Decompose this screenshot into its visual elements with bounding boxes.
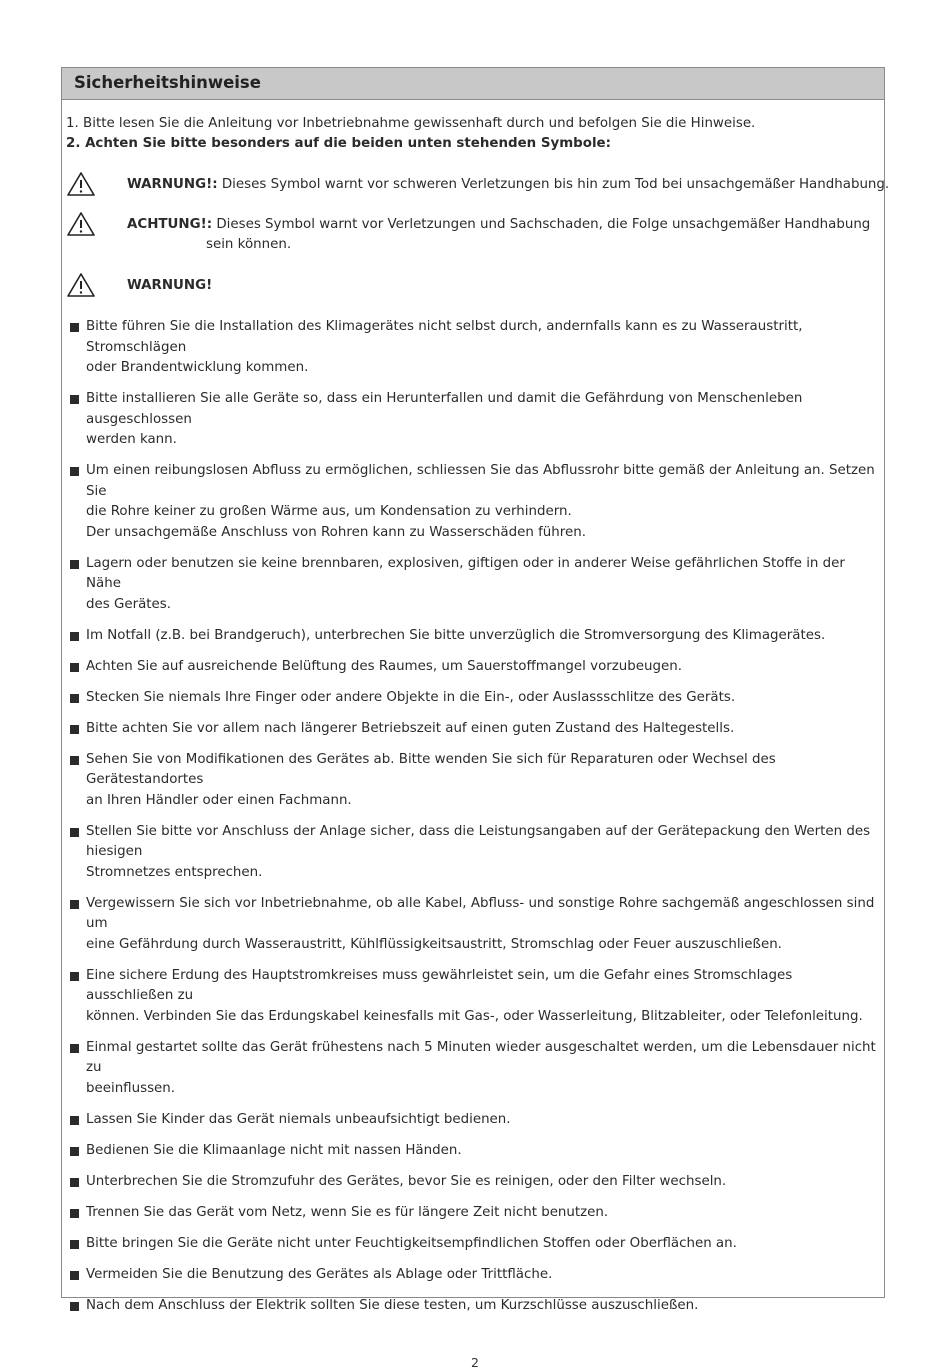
list-item-text: Lagern oder benutzen sie keine brennbaren, explosiven, giftigen oder in anderer Weise gefährlichen Stoffe in der Nähe [86, 555, 845, 591]
warning-heading: WARNUNG! [127, 278, 213, 293]
list-item-text: Der unsachgemäße Anschluss von Rohren kann zu Wasserschäden führen. [86, 524, 586, 540]
square-bullet-icon [70, 725, 79, 734]
square-bullet-icon [70, 323, 79, 332]
list-item-text: Trennen Sie das Gerät vom Netz, wenn Sie es für längere Zeit nicht benutzen. [86, 1204, 609, 1220]
list-item [70, 317, 882, 379]
list-item-text: Um einen reibungslosen Abfluss zu ermöglichen, schliessen Sie das Abflussrohr bitte gemäß der Anleitung an. Setzen Sie [86, 463, 875, 499]
square-bullet-icon [70, 1240, 79, 1249]
square-bullet-icon [70, 828, 79, 837]
intro-text [66, 114, 755, 154]
symbol-description: Dieses Symbol warnt vor Verletzungen und Sachschaden, die Folge unsachgemäßer Handhabung [212, 217, 871, 232]
list-item [70, 822, 882, 884]
list-item-text: oder Brandentwicklung kommen. [86, 360, 309, 375]
list-item-text: beeinflussen. [86, 1080, 176, 1096]
warning-triangle-icon [66, 171, 96, 197]
square-bullet-icon [70, 972, 79, 981]
list-item-text: Lassen Sie Kinder das Gerät niemals unbeaufsichtigt bedienen. [86, 1111, 511, 1127]
list-item [70, 719, 882, 740]
square-bullet-icon [70, 900, 79, 909]
list-item-text: Vergewissern Sie sich vor Inbetriebnahme, ob alle Kabel, Abfluss- und sonstige Rohre sachgemäß angeschlossen sind um [86, 895, 875, 931]
safety-notice-box [61, 67, 890, 1313]
square-bullet-icon [70, 663, 79, 672]
square-bullet-icon [70, 1209, 79, 1218]
list-item [70, 966, 882, 1028]
symbol-description: Dieses Symbol warnt vor schweren Verletzungen bis hin zum Tod bei unsachgemäßer Handhabung. [217, 177, 890, 192]
list-item [70, 688, 882, 709]
list-item-text: Stellen Sie bitte vor Anschluss der Anlage sicher, dass die Leistungsangaben auf der Gerätepackung den Werten des hiesigen [86, 823, 871, 859]
list-item-text: können. Verbinden Sie das Erdungskabel keinesfalls mit Gas-, oder Wasserleitung, Blitzableiter, oder Telefonleitung. [86, 1008, 863, 1024]
square-bullet-icon [70, 1302, 79, 1311]
warning-triangle-icon [66, 272, 96, 298]
square-bullet-icon [70, 1178, 79, 1187]
list-item-text: Bedienen Sie die Klimaanlage nicht mit nassen Händen. [86, 1142, 462, 1158]
list-item-text: Bitte bringen Sie die Geräte nicht unter Feuchtigkeitsempfindlichen Stoffen oder Oberflächen an. [86, 1235, 737, 1251]
list-item [70, 389, 882, 451]
square-bullet-icon [70, 1271, 79, 1280]
square-bullet-icon [70, 560, 79, 569]
warning-triangle-icon [66, 211, 96, 237]
intro-line-1: 1. Bitte lesen Sie die Anleitung vor Inbetriebnahme gewissenhaft durch und befolgen Sie die Hinweise. [66, 116, 756, 131]
square-bullet-icon [70, 467, 79, 476]
symbol-label: WARNUNG!: [127, 177, 218, 192]
square-bullet-icon [70, 756, 79, 765]
section-title: Sicherheitshinweise [62, 68, 884, 100]
list-item [70, 1296, 882, 1317]
list-item [70, 1203, 882, 1224]
symbol-description-continuation: sein können. [206, 237, 292, 252]
list-item-text: Vermeiden Sie die Benutzung des Gerätes als Ablage oder Trittfläche. [86, 1266, 553, 1282]
square-bullet-icon [70, 1116, 79, 1125]
list-item [70, 1141, 882, 1162]
list-item-text: eine Gefährdung durch Wasseraustritt, Kühlflüssigkeitsaustritt, Stromschlag oder Feuer auszuschließen. [86, 936, 782, 952]
list-item-text: Bitte installieren Sie alle Geräte so, dass ein Herunterfallen und damit die Gefährdung von Menschenleben ausgeschlossen [86, 391, 803, 427]
list-item-text: Bitte achten Sie vor allem nach längerer Betriebszeit auf einen guten Zustand des Haltegestells. [86, 720, 735, 736]
list-item-text: die Rohre keiner zu großen Wärme aus, um Kondensation zu verhindern. [86, 504, 572, 519]
list-item-text: des Gerätes. [86, 596, 172, 612]
list-item-text: Unterbrechen Sie die Stromzufuhr des Gerätes, bevor Sie es reinigen, oder den Filter wechseln. [86, 1173, 727, 1189]
square-bullet-icon [70, 632, 79, 641]
list-item-text: Stromnetzes entsprechen. [86, 864, 263, 880]
square-bullet-icon [70, 395, 79, 404]
square-bullet-icon [70, 1044, 79, 1053]
page-number: 2 [471, 1355, 479, 1370]
list-item-text: Stecken Sie niemals Ihre Finger oder andere Objekte in die Ein-, oder Auslassschlitze des Geräts. [86, 689, 736, 705]
list-item [70, 1234, 882, 1255]
square-bullet-icon [70, 1147, 79, 1156]
list-item [70, 1172, 882, 1193]
list-item [70, 894, 882, 956]
list-item [70, 461, 882, 543]
list-item-text: Im Notfall (z.B. bei Brandgeruch), unterbrechen Sie bitte unverzüglich die Stromversorgung des Klimagerätes. [86, 627, 826, 643]
intro-line-2: 2. Achten Sie bitte besonders auf die beiden unten stehenden Symbole: [66, 136, 611, 151]
list-item [70, 554, 882, 616]
list-item-text: werden kann. [86, 432, 177, 447]
list-item [70, 1265, 882, 1286]
safety-instructions-list [70, 317, 882, 1327]
list-item-text: Sehen Sie von Modifikationen des Gerätes ab. Bitte wenden Sie sich für Reparaturen oder Wechsel des Gerätestandortes [86, 751, 776, 787]
list-item [70, 626, 882, 647]
list-item [70, 750, 882, 812]
list-item [70, 1038, 882, 1100]
symbol-label: ACHTUNG!: [127, 217, 213, 232]
list-item-text: Eine sichere Erdung des Hauptstromkreises muss gewährleistet sein, um die Gefahr eines Stromschlages ausschließen zu [86, 967, 793, 1003]
list-item-text: Einmal gestartet sollte das Gerät frühestens nach 5 Minuten wieder ausgeschaltet werden, um die Lebensdauer nicht zu [86, 1039, 876, 1075]
list-item-text: an Ihren Händler oder einen Fachmann. [86, 792, 352, 808]
list-item [70, 657, 882, 678]
list-item-text: Achten Sie auf ausreichende Belüftung des Raumes, um Sauerstoffmangel vorzubeugen. [86, 658, 682, 674]
list-item-text: Nach dem Anschluss der Elektrik sollten Sie diese testen, um Kurzschlüsse auszuschließen. [86, 1297, 699, 1313]
list-item-text: Bitte führen Sie die Installation des Klimagerätes nicht selbst durch, andernfalls kann es zu Wasseraustritt, Stromschlägen [86, 319, 803, 355]
list-item [70, 1110, 882, 1131]
square-bullet-icon [70, 694, 79, 703]
